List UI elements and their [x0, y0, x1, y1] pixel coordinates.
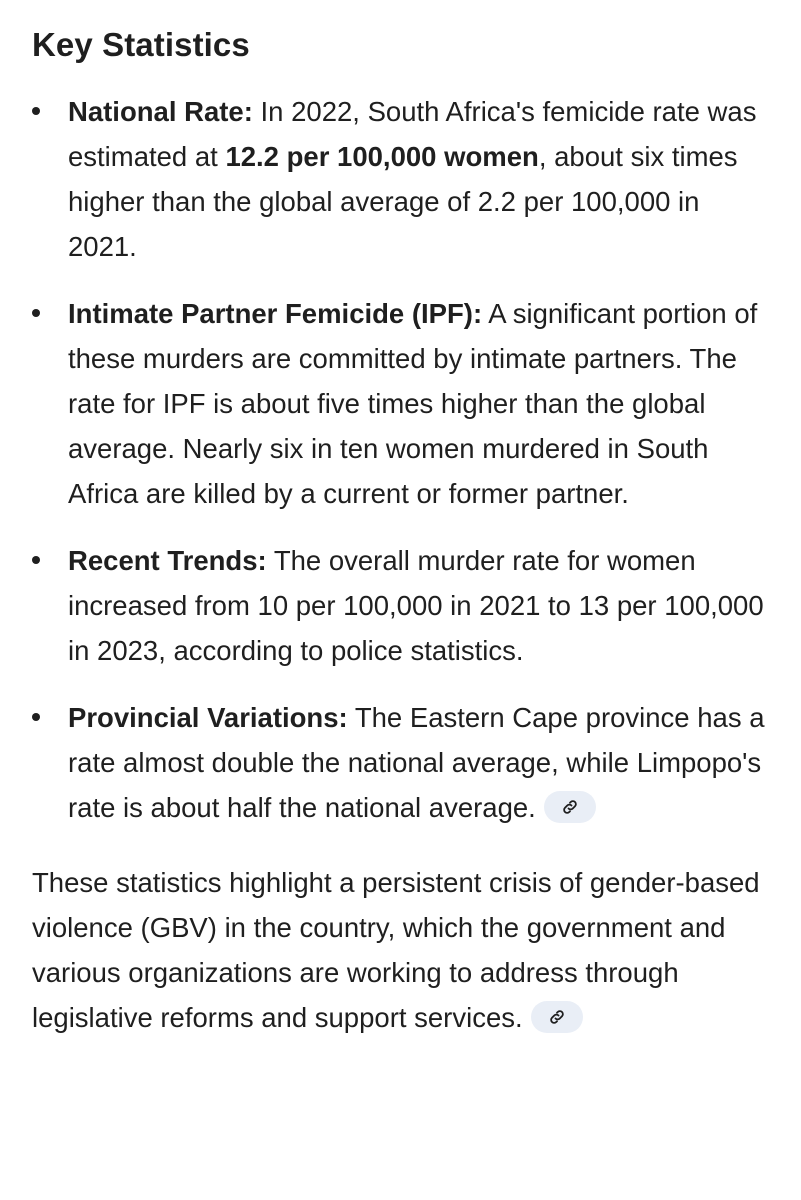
bullet-icon: [32, 556, 40, 564]
bullet-icon: [32, 309, 40, 317]
summary-paragraph: [32, 860, 771, 1040]
list-item: [32, 695, 771, 830]
section-heading: Key Statistics: [32, 26, 250, 63]
link-icon: [561, 798, 579, 816]
source-link-button[interactable]: [531, 1001, 583, 1033]
item-label: Provincial Variations:: [68, 701, 348, 733]
list-item: [32, 538, 771, 673]
list-item: [32, 291, 771, 516]
summary-text: These statistics highlight a persistent crisis of gender-based violence (GBV) in the country, which the government and various organizations are working to address through legislative reforms and support services.: [32, 866, 760, 1033]
statistics-list: [32, 89, 771, 830]
item-highlight: 12.2 per 100,000 women: [225, 140, 539, 172]
item-text: The Eastern Cape province has a rate almost double the national average, while Limpopo's rate is about half the national average.: [68, 701, 765, 823]
source-link-button[interactable]: [544, 791, 596, 823]
item-text: In 2022, South Africa's femicide rate was estimated at: [68, 95, 757, 172]
item-label: Intimate Partner Femicide (IPF):: [68, 297, 483, 329]
item-text: The overall murder rate for women increased from 10 per 100,000 in 2021 to 13 per 100,000 in 2023, according to police statistics.: [68, 544, 764, 666]
item-label: Recent Trends:: [68, 544, 267, 576]
item-text: A significant portion of these murders are committed by intimate partners. The rate for IPF is about five times higher than the global average. Nearly six in ten women murdered in South Africa are killed by a current or former partner.: [68, 297, 758, 509]
list-item: [32, 89, 771, 269]
item-label: National Rate:: [68, 95, 253, 127]
link-icon: [548, 1008, 566, 1026]
bullet-icon: [32, 107, 40, 115]
bullet-icon: [32, 713, 40, 721]
item-text: , about six times higher than the global average of 2.2 per 100,000 in 2021.: [68, 140, 738, 262]
